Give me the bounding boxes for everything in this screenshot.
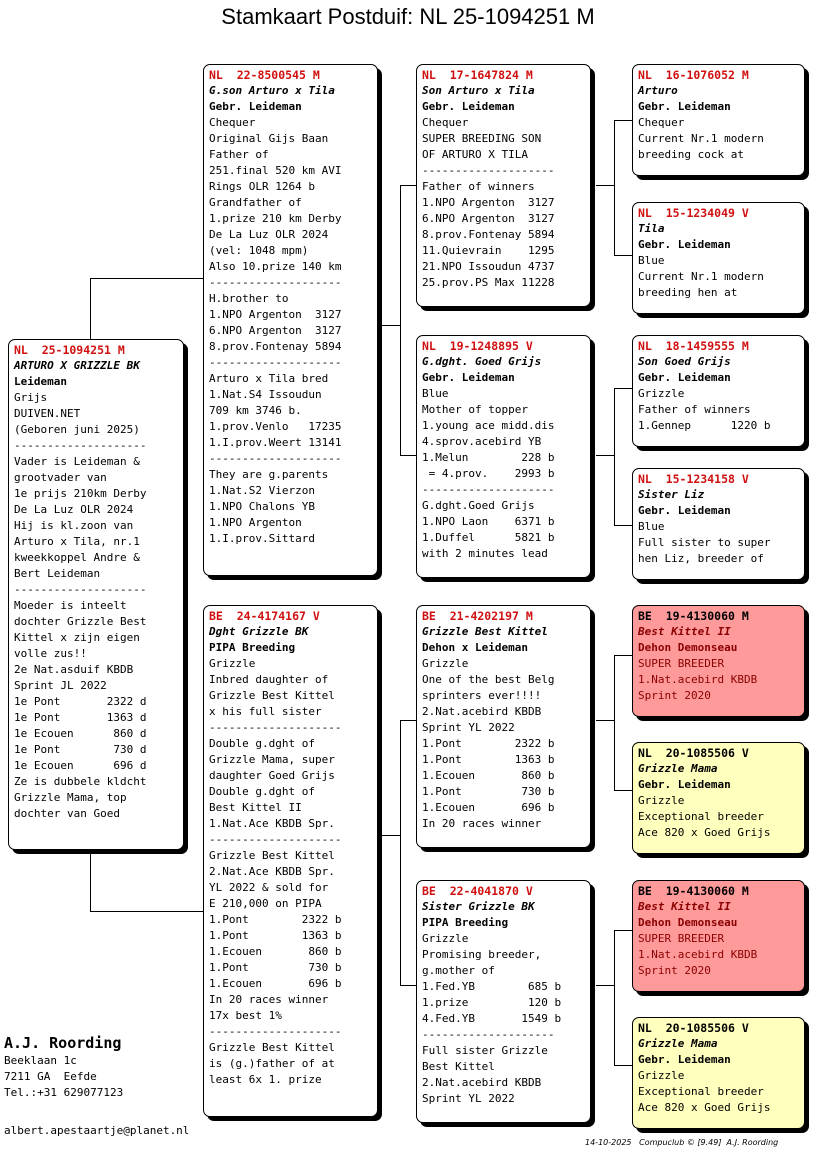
ring-number: NL 18-1459555 M xyxy=(638,339,749,353)
connector-line xyxy=(614,1065,632,1066)
info-line: Double g.dght of xyxy=(209,737,315,750)
info-line: 21.NPO Issoudun 4737 xyxy=(422,260,555,273)
pigeon-name: ARTURO X GRIZZLE BK xyxy=(14,359,140,372)
info-line: 1.NPO Argenton xyxy=(209,516,302,529)
pigeon-name: Dght Grizzle BK xyxy=(209,625,309,638)
breeder-name: Gebr. Leideman xyxy=(638,371,731,384)
info-line: is (g.)father of at xyxy=(209,1057,335,1070)
breeder-name: Dehon Demonseau xyxy=(638,641,738,654)
info-line: 4.sprov.acebird YB xyxy=(422,435,542,448)
connector-line xyxy=(596,720,614,721)
info-line: kweekkoppel Andre & xyxy=(14,551,140,564)
breeder-name: PIPA Breeding xyxy=(209,641,296,654)
info-line: 6.NPO Argenton 3127 xyxy=(422,212,555,225)
connector-line xyxy=(614,255,632,256)
card-fm-father xyxy=(632,335,805,447)
connector-line xyxy=(400,185,401,455)
connector-line xyxy=(90,278,91,340)
info-line: Grizzle Mama, super xyxy=(209,753,335,766)
pigeon-name: Arturo xyxy=(638,84,678,97)
info-line: 6.NPO Argenton 3127 xyxy=(209,324,342,337)
breeder-name: Dehon x Leideman xyxy=(422,641,528,654)
connector-line xyxy=(400,455,417,456)
info-line: De La Luz OLR 2024 xyxy=(14,503,134,516)
info-line: -------------------- xyxy=(14,439,147,452)
info-line: 1.prov.Venlo 17235 xyxy=(209,420,342,433)
ring-number: NL 17-1647824 M xyxy=(422,68,533,82)
ring-number: NL 20-1085506 V xyxy=(638,746,749,760)
info-line: 8.prov.Fontenay 5894 xyxy=(422,228,555,241)
info-line: 1.Pont 1363 b xyxy=(422,753,555,766)
info-line: Grizzle xyxy=(638,387,685,400)
connector-line xyxy=(400,185,417,186)
info-line: Grizzle xyxy=(209,657,256,670)
breeder-name: Gebr. Leideman xyxy=(209,100,302,113)
info-line: Original Gijs Baan xyxy=(209,132,329,145)
info-line: with 2 minutes lead xyxy=(422,547,548,560)
card-father xyxy=(203,64,378,576)
ring-number: NL 16-1076052 M xyxy=(638,68,749,82)
info-line: (Geboren juni 2025) xyxy=(14,423,140,436)
ring-number: BE 19-4130060 M xyxy=(638,884,749,898)
info-line: Blue xyxy=(638,254,665,267)
info-line: 1.Pont 2322 b xyxy=(422,737,555,750)
info-line: sprinters ever!!!! xyxy=(422,689,542,702)
card-mf-mother xyxy=(632,742,805,854)
card-mm-father xyxy=(632,880,805,992)
info-line: Blue xyxy=(638,520,665,533)
info-line: Sprint YL 2022 xyxy=(422,721,515,734)
connector-line xyxy=(382,325,400,326)
info-line: -------------------- xyxy=(422,1028,555,1041)
connector-line xyxy=(614,790,632,791)
info-line: Exceptional breeder xyxy=(638,1085,764,1098)
info-line: 1.NPO Chalons YB xyxy=(209,500,315,513)
info-line: H.brother to xyxy=(209,292,289,305)
footer-credit: 14-10-2025 Compuclub © [9.49] A.J. Roording xyxy=(585,1138,779,1147)
pigeon-name: Grizzle Best Kittel xyxy=(422,625,548,638)
info-line: 1.prize 120 b xyxy=(422,996,562,1009)
pigeon-name: Best Kittel II xyxy=(638,625,731,638)
info-line: In 20 races winner xyxy=(209,993,329,1006)
info-line: Moeder is inteelt xyxy=(14,599,127,612)
connector-line xyxy=(382,835,400,836)
info-line: = 4.prov. 2993 b xyxy=(422,467,555,480)
info-line: 2.Nat.acebird KBDB xyxy=(422,1076,542,1089)
info-line: 1.Pont 730 b xyxy=(422,785,555,798)
info-line: 17x best 1% xyxy=(209,1009,282,1022)
info-line: Grijs xyxy=(14,391,48,404)
pigeon-name: Tila xyxy=(638,222,665,235)
info-line: breeding hen at xyxy=(638,286,738,299)
info-line: Sprint 2020 xyxy=(638,964,711,977)
info-line: DUIVEN.NET xyxy=(14,407,81,420)
info-line: 11.Quievrain 1295 xyxy=(422,244,555,257)
info-line: grootvader van xyxy=(14,471,107,484)
breeder-name: Gebr. Leideman xyxy=(638,100,731,113)
connector-line xyxy=(614,655,632,656)
connector-line xyxy=(90,911,204,912)
info-line: 1e prijs 210km Derby xyxy=(14,487,147,500)
info-line: 1.young ace midd.dis xyxy=(422,419,555,432)
info-line: Arturo x Tila, nr.1 xyxy=(14,535,140,548)
info-line: -------------------- xyxy=(209,721,342,734)
info-line: volle zus!! xyxy=(14,647,87,660)
info-line: Grizzle xyxy=(422,657,469,670)
info-line: Father of winners xyxy=(422,180,535,193)
info-line: -------------------- xyxy=(422,483,555,496)
connector-line xyxy=(614,930,615,1065)
info-line: hen Liz, breeder of xyxy=(638,552,764,565)
info-line: 1.I.prov.Weert 13141 xyxy=(209,436,342,449)
info-line: Grizzle xyxy=(638,1069,685,1082)
pigeon-name: Son Goed Grijs xyxy=(638,355,731,368)
info-line: G.dght.Goed Grijs xyxy=(422,499,535,512)
info-line: 1.NPO Laon 6371 b xyxy=(422,515,555,528)
info-line: 1e Pont 1363 d xyxy=(14,711,147,724)
info-line: Promising breeder, xyxy=(422,948,542,961)
info-line: 1.NPO Argenton 3127 xyxy=(209,308,342,321)
connector-line xyxy=(614,388,632,389)
info-line: Grizzle Best Kittel xyxy=(209,689,335,702)
info-line: -------------------- xyxy=(209,276,342,289)
info-line: 1.Nat.S4 Issoudun xyxy=(209,388,322,401)
info-line: 709 km 3746 b. xyxy=(209,404,302,417)
pigeon-name: Sister Grizzle BK xyxy=(422,900,535,913)
info-line: Bert Leideman xyxy=(14,567,101,580)
connector-line xyxy=(596,985,614,986)
ring-number: NL 25-1094251 M xyxy=(14,343,125,357)
info-line: Chequer xyxy=(422,116,469,129)
info-line: Ze is dubbele kldcht xyxy=(14,775,147,788)
card-mother-father xyxy=(416,605,591,848)
ring-number: BE 24-4174167 V xyxy=(209,609,320,623)
info-line: Chequer xyxy=(209,116,256,129)
info-line: 1.Fed.YB 685 b xyxy=(422,980,562,993)
breeder-name: Gebr. Leideman xyxy=(638,778,731,791)
info-line: Full sister to super xyxy=(638,536,771,549)
info-line: dochter van Goed xyxy=(14,807,120,820)
info-line: 1.Nat.acebird KBDB xyxy=(638,948,758,961)
info-line: Double g.dght of xyxy=(209,785,315,798)
info-line: Blue xyxy=(422,387,449,400)
ring-number: BE 21-4202197 M xyxy=(422,609,533,623)
info-line: 1.Pont 2322 b xyxy=(209,913,342,926)
card-father-father xyxy=(416,64,591,307)
info-line: 1.Ecouen 696 b xyxy=(209,977,342,990)
info-line: Rings OLR 1264 b xyxy=(209,180,315,193)
owner-block xyxy=(4,1033,123,1101)
info-line: Also 10.prize 140 km xyxy=(209,260,342,273)
info-line: least 6x 1. prize xyxy=(209,1073,322,1086)
card-father-mother xyxy=(416,335,591,578)
info-line: 1.Nat.acebird KBDB xyxy=(638,673,758,686)
info-line: breeding cock at xyxy=(638,148,744,161)
card-mf-father xyxy=(632,605,805,717)
info-line: Grandfather of xyxy=(209,196,302,209)
info-line: Sprint YL 2022 xyxy=(422,1092,515,1105)
info-line: -------------------- xyxy=(209,356,342,369)
info-line: Ace 820 x Goed Grijs xyxy=(638,1101,771,1114)
info-line: Sprint 2020 xyxy=(638,689,711,702)
info-line: 1.Pont 730 b xyxy=(209,961,342,974)
connector-line xyxy=(400,985,417,986)
info-line: dochter Grizzle Best xyxy=(14,615,147,628)
info-line: 1e Pont 2322 d xyxy=(14,695,147,708)
card-ff-father xyxy=(632,64,805,176)
info-line: 251.final 520 km AVI xyxy=(209,164,342,177)
info-line: Best Kittel II xyxy=(209,801,302,814)
info-line: 1.Ecouen 860 b xyxy=(209,945,342,958)
owner-address-line: 7211 GA Eefde xyxy=(4,1070,97,1083)
pigeon-name: Grizzle Mama xyxy=(638,1037,718,1050)
card-subject xyxy=(8,339,184,850)
info-line: Current Nr.1 modern xyxy=(638,132,764,145)
info-line: Chequer xyxy=(638,116,685,129)
info-line: 1.Gennep 1220 b xyxy=(638,419,771,432)
info-line: Grizzle Best Kittel xyxy=(209,1041,335,1054)
breeder-name: PIPA Breeding xyxy=(422,916,509,929)
info-line: Full sister Grizzle xyxy=(422,1044,548,1057)
info-line: SUPER BREEDER xyxy=(638,932,725,945)
info-line: daughter Goed Grijs xyxy=(209,769,335,782)
info-line: 1.NPO Argenton 3127 xyxy=(422,196,555,209)
info-line: -------------------- xyxy=(14,583,147,596)
info-line: 1.Ecouen 860 b xyxy=(422,769,555,782)
ring-number: NL 15-1234158 V xyxy=(638,472,749,486)
info-line: Exceptional breeder xyxy=(638,810,764,823)
info-line: g.mother of xyxy=(422,964,495,977)
connector-line xyxy=(90,278,204,279)
connector-line xyxy=(596,185,614,186)
info-line: -------------------- xyxy=(209,1025,342,1038)
info-line: 1.Melun 228 b xyxy=(422,451,555,464)
ring-number: NL 19-1248895 V xyxy=(422,339,533,353)
info-line: -------------------- xyxy=(209,452,342,465)
info-line: 2.Nat.Ace KBDB Spr. xyxy=(209,865,335,878)
info-line: 1.Ecouen 696 b xyxy=(422,801,555,814)
info-line: Ace 820 x Goed Grijs xyxy=(638,826,771,839)
ring-number: NL 15-1234049 V xyxy=(638,206,749,220)
breeder-name: Gebr. Leideman xyxy=(638,238,731,251)
ring-number: NL 22-8500545 M xyxy=(209,68,320,82)
pigeon-name: G.dght. Goed Grijs xyxy=(422,355,542,368)
connector-line xyxy=(400,720,417,721)
card-ff-mother xyxy=(632,202,805,314)
info-line: 1e Pont 730 d xyxy=(14,743,147,756)
ring-number: BE 22-4041870 V xyxy=(422,884,533,898)
info-line: Sprint JL 2022 xyxy=(14,679,107,692)
breeder-name: Gebr. Leideman xyxy=(638,1053,731,1066)
ring-number: NL 20-1085506 V xyxy=(638,1021,749,1035)
info-line: -------------------- xyxy=(209,833,342,846)
connector-line xyxy=(614,120,615,255)
pigeon-name: G.son Arturo x Tila xyxy=(209,84,335,97)
info-line: They are g.parents xyxy=(209,468,329,481)
info-line: 25.prov.PS Max 11228 xyxy=(422,276,555,289)
pigeon-name: Son Arturo x Tila xyxy=(422,84,535,97)
card-mm-mother xyxy=(632,1017,805,1129)
info-line: Kittel x zijn eigen xyxy=(14,631,140,644)
info-line: SUPER BREEDING SON xyxy=(422,132,542,145)
info-line: E 210,000 on PIPA xyxy=(209,897,322,910)
info-line: 1e Ecouen 860 d xyxy=(14,727,147,740)
pigeon-name: Best Kittel II xyxy=(638,900,731,913)
info-line: In 20 races winner xyxy=(422,817,542,830)
info-line: De La Luz OLR 2024 xyxy=(209,228,329,241)
connector-line xyxy=(614,388,615,525)
info-line: 1.Nat.S2 Vierzon xyxy=(209,484,315,497)
info-line: Inbred daughter of xyxy=(209,673,329,686)
info-line: Father of winners xyxy=(638,403,751,416)
breeder-name: Gebr. Leideman xyxy=(638,504,731,517)
owner-address-line: Beeklaan 1c xyxy=(4,1054,77,1067)
info-line: SUPER BREEDER xyxy=(638,657,725,670)
info-line: Current Nr.1 modern xyxy=(638,270,764,283)
info-line: 1.I.prov.Sittard xyxy=(209,532,315,545)
card-mother-mother xyxy=(416,880,591,1123)
info-line: YL 2022 & sold for xyxy=(209,881,329,894)
info-line: (vel: 1048 mpm) xyxy=(209,244,309,257)
info-line: 2.Nat.acebird KBDB xyxy=(422,705,542,718)
breeder-name: Leideman xyxy=(14,375,67,388)
info-line: 1.Nat.Ace KBDB Spr. xyxy=(209,817,335,830)
connector-line xyxy=(90,850,91,912)
connector-line xyxy=(400,720,401,985)
info-line: Grizzle xyxy=(638,794,685,807)
connector-line xyxy=(614,120,632,121)
info-line: Grizzle Best Kittel xyxy=(209,849,335,862)
info-line: 8.prov.Fontenay 5894 xyxy=(209,340,342,353)
info-line: 1.prize 210 km Derby xyxy=(209,212,342,225)
info-line: x his full sister xyxy=(209,705,322,718)
connector-line xyxy=(614,930,632,931)
info-line: 1e Ecouen 696 d xyxy=(14,759,147,772)
owner-email[interactable]: albert.apestaartje@planet.nl xyxy=(4,1124,190,1137)
connector-line xyxy=(614,525,632,526)
info-line: Grizzle Mama, top xyxy=(14,791,127,804)
info-line: Hij is kl.zoon van xyxy=(14,519,134,532)
info-line: Grizzle xyxy=(422,932,469,945)
card-mother xyxy=(203,605,378,1117)
breeder-name: Gebr. Leideman xyxy=(422,100,515,113)
info-line: Mother of topper xyxy=(422,403,528,416)
info-line: OF ARTURO X TILA xyxy=(422,148,528,161)
pigeon-name: Grizzle Mama xyxy=(638,762,718,775)
pigeon-name: Sister Liz xyxy=(638,488,705,501)
card-fm-mother xyxy=(632,468,805,580)
info-line: 1.Duffel 5821 b xyxy=(422,531,555,544)
info-line: 4.Fed.YB 1549 b xyxy=(422,1012,562,1025)
info-line: One of the best Belg xyxy=(422,673,555,686)
connector-line xyxy=(614,655,615,790)
info-line: 1.Pont 1363 b xyxy=(209,929,342,942)
ring-number: BE 19-4130060 M xyxy=(638,609,749,623)
connector-line xyxy=(596,455,614,456)
owner-phone: Tel.:+31 629077123 xyxy=(4,1086,124,1099)
owner-name: A.J. Roording xyxy=(4,1034,122,1052)
page-title: Stamkaart Postduif: NL 25-1094251 M xyxy=(221,4,595,29)
breeder-name: Dehon Demonseau xyxy=(638,916,738,929)
breeder-name: Gebr. Leideman xyxy=(422,371,515,384)
info-line: Father of xyxy=(209,148,269,161)
info-line: Vader is Leideman & xyxy=(14,455,140,468)
info-line: -------------------- xyxy=(422,164,555,177)
info-line: Arturo x Tila bred xyxy=(209,372,329,385)
info-line: 2e Nat.asduif KBDB xyxy=(14,663,134,676)
info-line: Best Kittel xyxy=(422,1060,495,1073)
